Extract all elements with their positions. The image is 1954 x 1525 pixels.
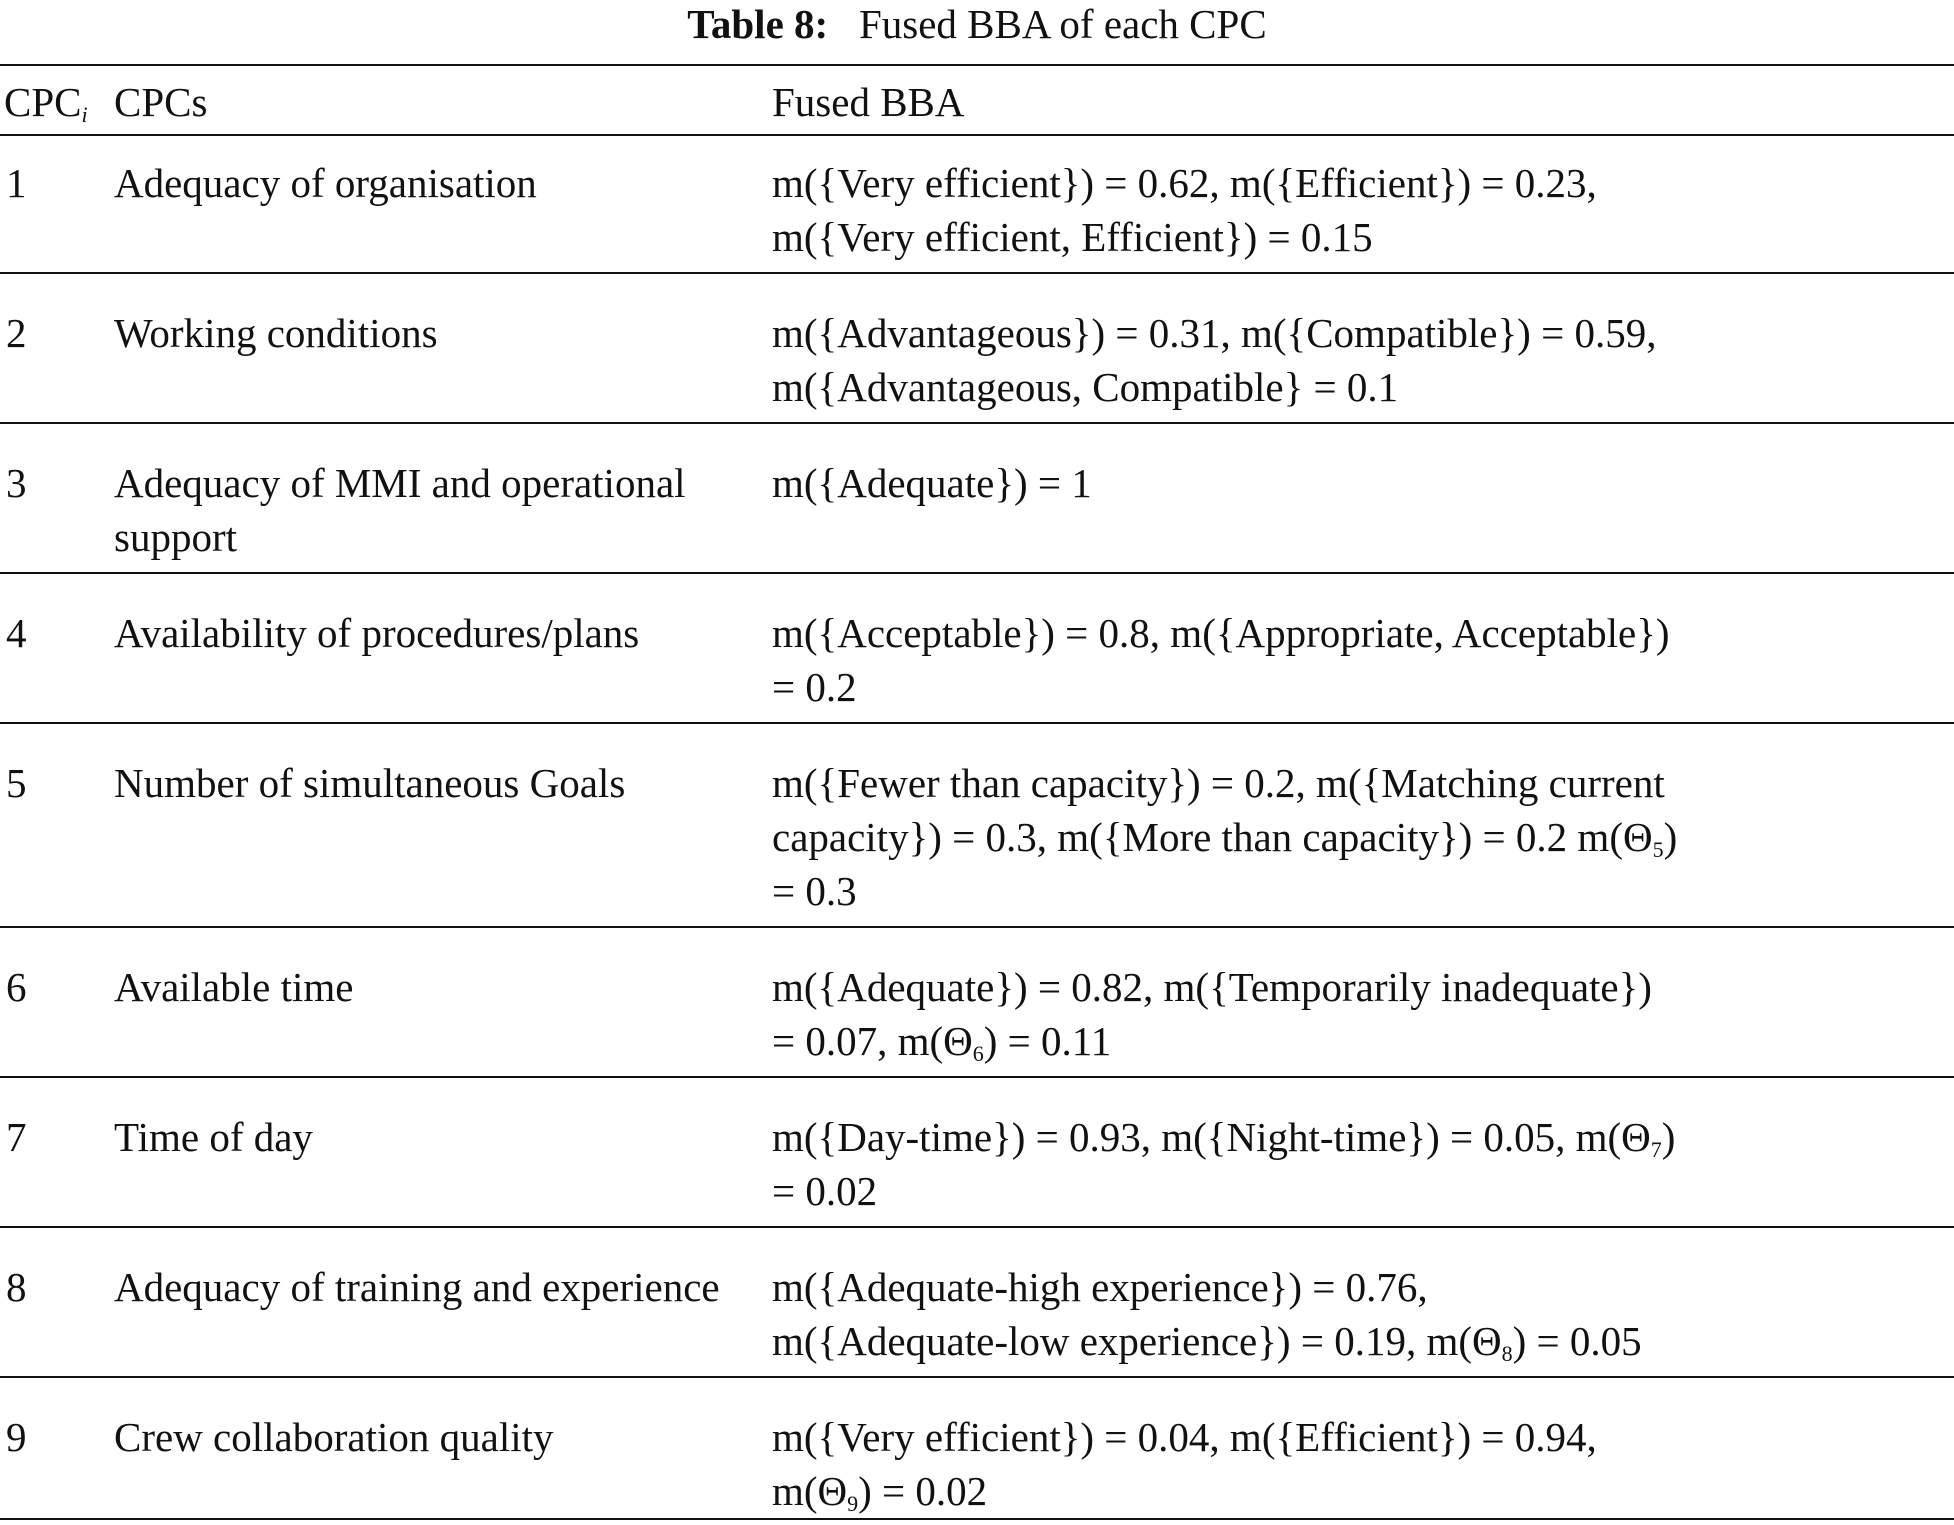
row-cpc-name: Time of day <box>114 1114 313 1160</box>
row-index: 6 <box>6 964 27 1010</box>
row-cpc-name: Working conditions <box>114 310 438 356</box>
row-index: 7 <box>6 1114 27 1160</box>
row-fused-bba: m({Very efficient}) = 0.04, m({Efficient}) = 0.94, $m(\Theta_9) = 0.02$ <box>772 1414 1597 1516</box>
row-fused-bba: m({Day-time}) = 0.93, m({Night-time}) = 0.05, $m(\Theta_7)$ = 0.02 <box>772 1114 1676 1214</box>
row-index: 5 <box>6 760 27 806</box>
row-divider <box>0 422 1954 424</box>
row-divider <box>0 1076 1954 1078</box>
row-divider <box>0 1376 1954 1378</box>
row-cpc-name: Adequacy of training and experience <box>114 1264 720 1310</box>
row-index: 3 <box>6 460 27 506</box>
row-index: 2 <box>6 310 27 356</box>
bottom-rule <box>0 1518 1954 1520</box>
row-cpc-name: Crew collaboration quality <box>114 1414 554 1460</box>
table-caption <box>0 0 1954 48</box>
row-divider <box>0 926 1954 928</box>
row-divider <box>0 572 1954 574</box>
row-cpc-name: Number of simultaneous Goals <box>114 760 626 806</box>
row-cpc-name: Adequacy of organisation <box>114 160 537 206</box>
row-fused-bba: m({Very efficient}) = 0.62, m({Efficient}) = 0.23, m({Very efficient, Efficient}) = 0.15 <box>772 160 1597 260</box>
row-fused-bba: m({Acceptable}) = 0.8, m({Appropriate, Acceptable}) = 0.2 <box>772 610 1670 710</box>
row-fused-bba: m({Adequate}) = 1 <box>772 460 1092 506</box>
row-divider <box>0 272 1954 274</box>
row-index: 1 <box>6 160 27 206</box>
row-cpc-name: Adequacy of MMI and operational support <box>114 460 686 560</box>
caption-text: Fused BBA of each CPC <box>858 1 1267 47</box>
row-divider <box>0 722 1954 724</box>
caption-label: Table 8: <box>687 1 829 47</box>
row-fused-bba: m({Advantageous}) = 0.31, m({Compatible}) = 0.59, m({Advantageous, Compatible} = 0.1 <box>772 310 1657 410</box>
header-cpcs: CPCs <box>114 79 208 125</box>
row-index: 4 <box>6 610 27 656</box>
header-index: $CPC_i$ <box>4 79 88 127</box>
header-fused-bba: Fused BBA <box>772 79 965 125</box>
row-fused-bba: m({Fewer than capacity}) = 0.2, m({Matching current capacity}) = 0.3, m({More than capacity}) = 0.2 $m(\Theta_5)$ = 0.3 <box>772 760 1678 914</box>
row-fused-bba: m({Adequate-high experience}) = 0.76, m({Adequate-low experience}) = 0.19, $m(\Theta_8) = 0.05$ <box>772 1264 1642 1366</box>
header-rule <box>0 134 1954 136</box>
row-cpc-name: Available time <box>114 964 354 1010</box>
row-index: 8 <box>6 1264 27 1310</box>
row-index: 9 <box>6 1414 27 1460</box>
row-cpc-name: Availability of procedures/plans <box>114 610 640 656</box>
top-rule <box>0 64 1954 66</box>
row-fused-bba: m({Adequate}) = 0.82, m({Temporarily inadequate}) = 0.07, $m(\Theta_6) = 0.11$ <box>772 964 1652 1066</box>
row-divider <box>0 1226 1954 1228</box>
